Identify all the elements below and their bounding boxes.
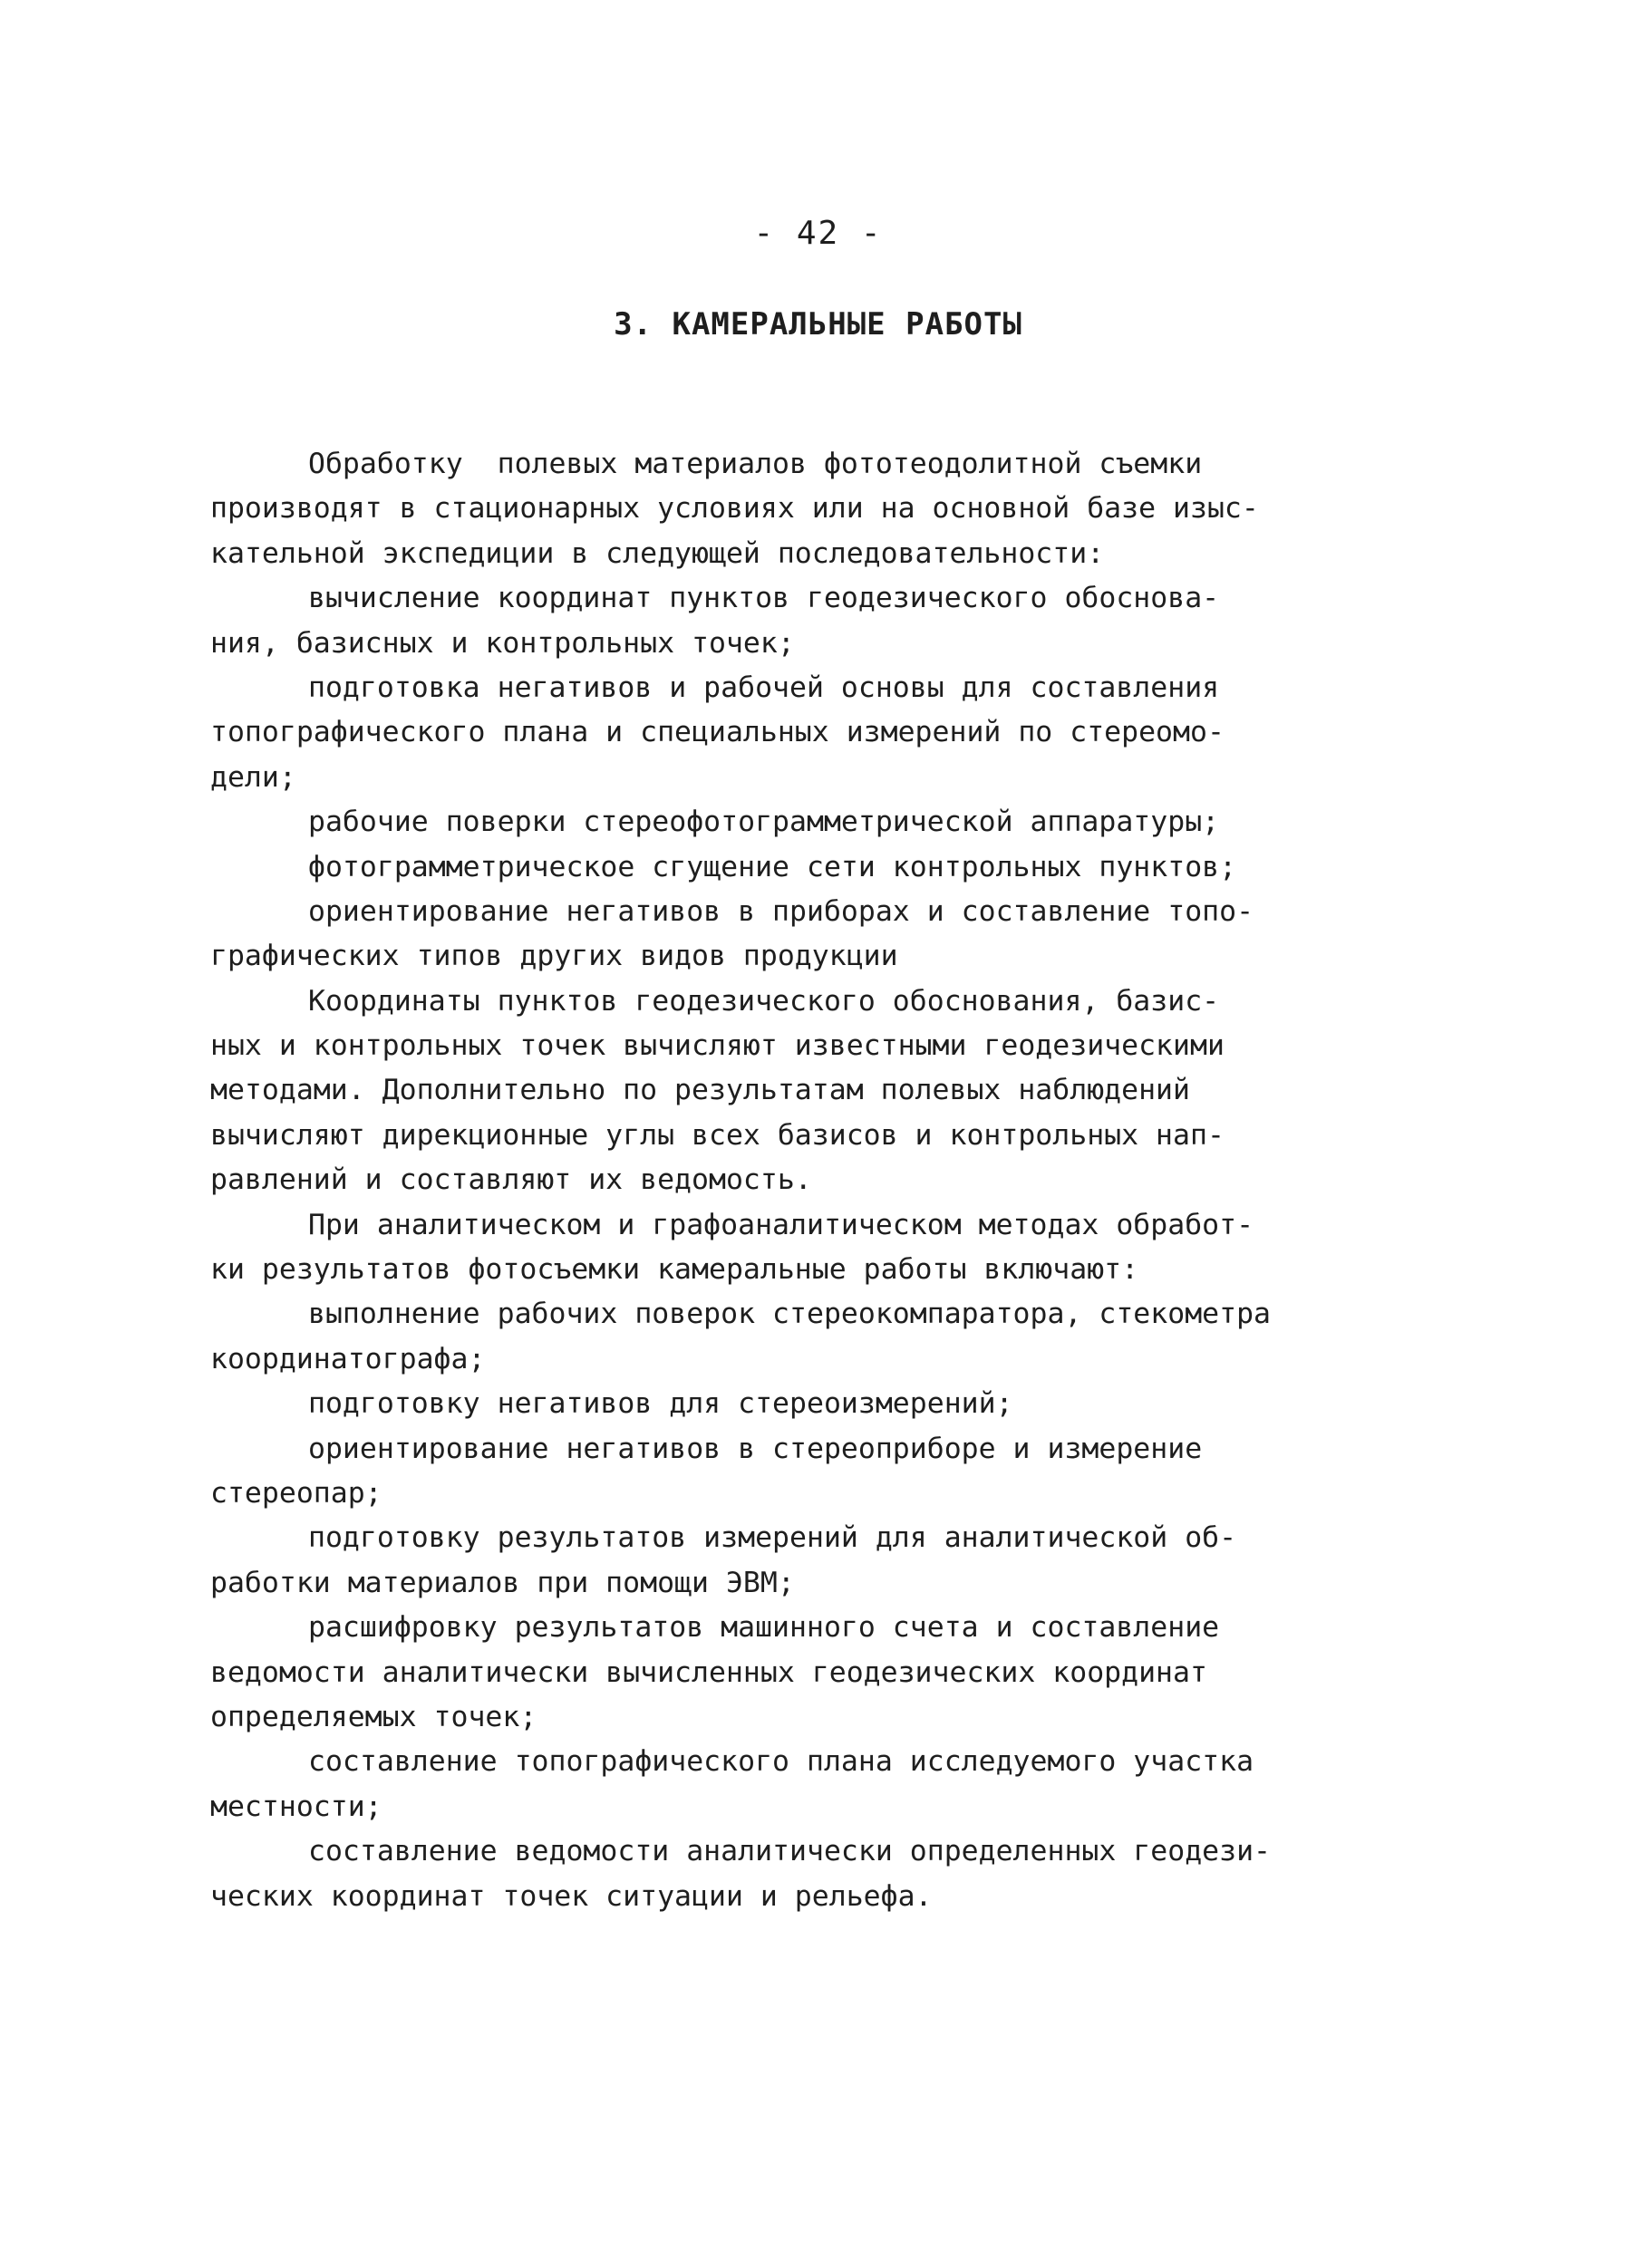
text-line: ки результатов фотосъемки камеральные работы включают:: [210, 1253, 1139, 1287]
text-line: вычисляют дирекционные углы всех базисов и контрольных нап-: [210, 1118, 1225, 1152]
text-line: топографического плана и специальных измерений по стереомо-: [210, 716, 1225, 749]
text-line: Координаты пунктов геодезического обоснования, базис-: [308, 984, 1220, 1018]
text-line: методами. Дополнительно по результатам полевых наблюдений: [210, 1074, 1190, 1107]
text-line: подготовка негативов и рабочей основы для составления: [308, 671, 1220, 704]
text-line: фотограмметрическое сгущение сети контрольных пунктов;: [308, 850, 1237, 883]
text-line: стереопар;: [210, 1476, 382, 1510]
text-line: ведомости аналитически вычисленных геодезических координат: [210, 1655, 1207, 1689]
text-line: определяемых точек;: [210, 1700, 537, 1733]
text-line: составление топографического плана исследуемого участка: [308, 1745, 1254, 1779]
text-line: ориентирование негативов в приборах и составление топо-: [308, 894, 1254, 928]
text-line: ческих координат точек ситуации и рельефа.: [210, 1879, 933, 1913]
text-line: составление ведомости аналитически определенных геодези-: [308, 1835, 1272, 1868]
text-line: дели;: [210, 760, 296, 794]
text-line: производят в стационарных условиях или на основной базе изыс-: [210, 492, 1259, 526]
page-number: - 42 -: [753, 215, 883, 252]
text-line: подготовку негативов для стереоизмерений;: [308, 1387, 1013, 1421]
text-line: равлений и составляют их ведомость.: [210, 1163, 812, 1197]
text-line: координатографа;: [210, 1342, 486, 1375]
text-line: подготовку результатов измерений для аналитической об-: [308, 1521, 1237, 1555]
text-line: ориентирование негативов в стереоприборе и измерение: [308, 1432, 1203, 1465]
section-title: 3. КАМЕРАЛЬНЫЕ РАБОТЫ: [614, 306, 1022, 343]
text-line: расшифровку результатов машинного счета и составление: [308, 1611, 1220, 1645]
text-line: При аналитическом и графоаналитическом методах обработ-: [308, 1208, 1254, 1241]
text-line: рабочие поверки стереофотограмметрической аппаратуры;: [308, 806, 1220, 839]
text-line: Обработку полевых материалов фототеодолитной съемки: [308, 448, 1203, 480]
text-line: ных и контрольных точек вычисляют известными геодезическими: [210, 1029, 1225, 1063]
text-line: кательной экспедиции в следующей последовательности:: [210, 536, 1105, 570]
text-line: работки материалов при помощи ЭВМ;: [210, 1566, 795, 1599]
text-line: ния, базисных и контрольных точек;: [210, 626, 795, 660]
text-line: местности;: [210, 1790, 382, 1823]
body-text: [210, 442, 1352, 1919]
text-line: вычисление координат пунктов геодезического обоснова-: [308, 582, 1220, 615]
text-line: выполнение рабочих поверок стереокомпаратора, стекометра: [308, 1298, 1272, 1331]
text-line: графических типов других видов продукции: [210, 940, 898, 973]
